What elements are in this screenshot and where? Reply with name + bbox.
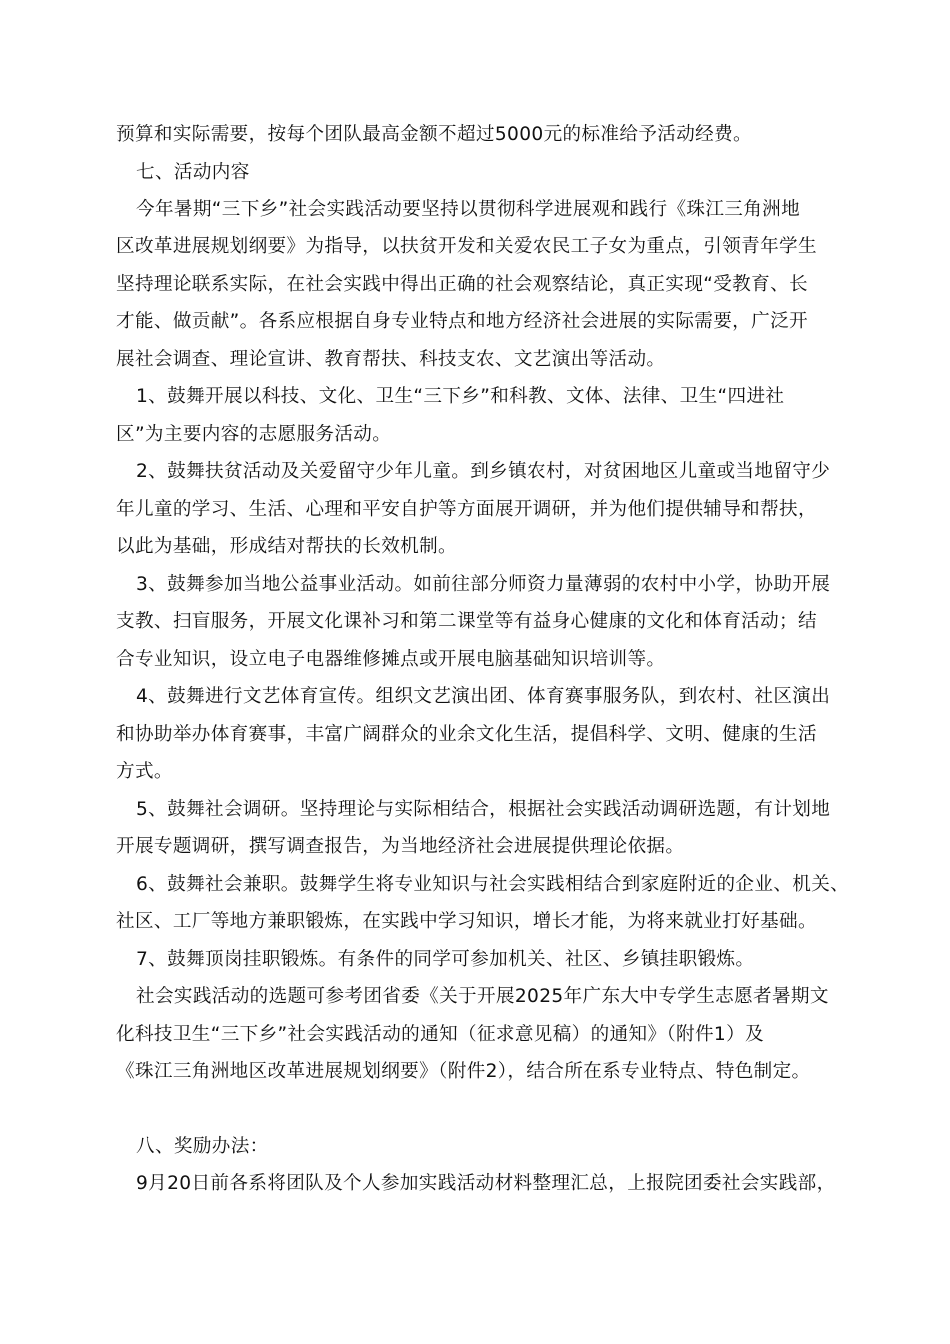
text-line: 今年暑期“三下乡”社会实践活动要坚持以贯彻科学进展观和践行《珠江三角洲地	[136, 199, 801, 220]
text-line: 开展专题调研，撰写调查报告，为当地经济社会进展提供理论依据。	[116, 836, 685, 857]
text-line: 坚持理论联系实际，在社会实践中得出正确的社会观察结论，真正实现“受教育、长	[116, 274, 808, 295]
text-line: 合专业知识，设立电子电器维修摊点或开展电脑基础知识培训等。	[116, 649, 666, 670]
text-line: 方式。	[116, 761, 173, 782]
text-line: 区”为主要内容的志愿服务活动。	[116, 424, 392, 445]
text-line: 社区、工厂等地方兼职锻炼，在实践中学习知识，增长才能，为将来就业打好基础。	[116, 911, 817, 932]
list-item: 7、鼓舞顶岗挂职锻炼。有条件的同学可参加机关、社区、乡镇挂职锻炼。	[136, 949, 755, 970]
text-line: 年儿童的学习、生活、心理和平安自护等方面展开调研，并为他们提供辅导和帮扶，	[116, 499, 817, 520]
list-item: 2、鼓舞扶贫活动及关爱留守少年儿童。到乡镇农村，对贫困地区儿童或当地留守少	[136, 461, 831, 482]
section-heading: 七、活动内容	[136, 162, 250, 183]
text-line: 《珠江三角洲地区改革进展规划纲要》（附件2），结合所在系专业特点、特色制定。	[116, 1061, 811, 1082]
text-line: 展社会调查、理论宣讲、教育帮扶、科技支农、文艺演出等活动。	[116, 349, 666, 370]
text-line: 以此为基础，形成结对帮扶的长效机制。	[116, 536, 457, 557]
text-line: 9月20日前各系将团队及个人参加实践活动材料整理汇总，上报院团委社会实践部，	[136, 1173, 836, 1194]
list-item: 5、鼓舞社会调研。坚持理论与实际相结合，根据社会实践活动调研选题，有计划地	[136, 799, 831, 820]
text-line: 化科技卫生“三下乡”社会实践活动的通知（征求意见稿）的通知》（附件1）及	[116, 1024, 764, 1045]
list-item: 3、鼓舞参加当地公益事业活动。如前往部分师资力量薄弱的农村中小学，协助开展	[136, 574, 831, 595]
text-line: 和协助举办体育赛事，丰富广阔群众的业余文化生活，提倡科学、文明、健康的生活	[116, 724, 817, 745]
text-line: 支教、扫盲服务，开展文化课补习和第二课堂等有益身心健康的文化和体育活动；结	[116, 611, 817, 632]
list-item: 4、鼓舞进行文艺体育宣传。组织文艺演出团、体育赛事服务队，到农村、社区演出	[136, 686, 831, 707]
list-item: 6、鼓舞社会兼职。鼓舞学生将专业知识与社会实践相结合到家庭附近的企业、机关、	[136, 874, 850, 895]
text-line: 社会实践活动的选题可参考团省委《关于开展2025年广东大中专学生志愿者暑期文	[136, 986, 829, 1007]
text-line: 区改革进展规划纲要》为指导，以扶贫开发和关爱农民工子女为重点，引领青年学生	[116, 236, 817, 257]
text-line: 预算和实际需要，按每个团队最高金额不超过5000元的标准给予活动经费。	[116, 124, 752, 145]
text-line: 才能、做贡献”。各系应根据自身专业特点和地方经济社会进展的实际需要，广泛开	[116, 311, 808, 332]
section-heading: 八、奖励办法：	[136, 1136, 269, 1157]
list-item: 1、鼓舞开展以科技、文化、卫生“三下乡”和科教、文体、法律、卫生“四进社	[136, 386, 785, 407]
